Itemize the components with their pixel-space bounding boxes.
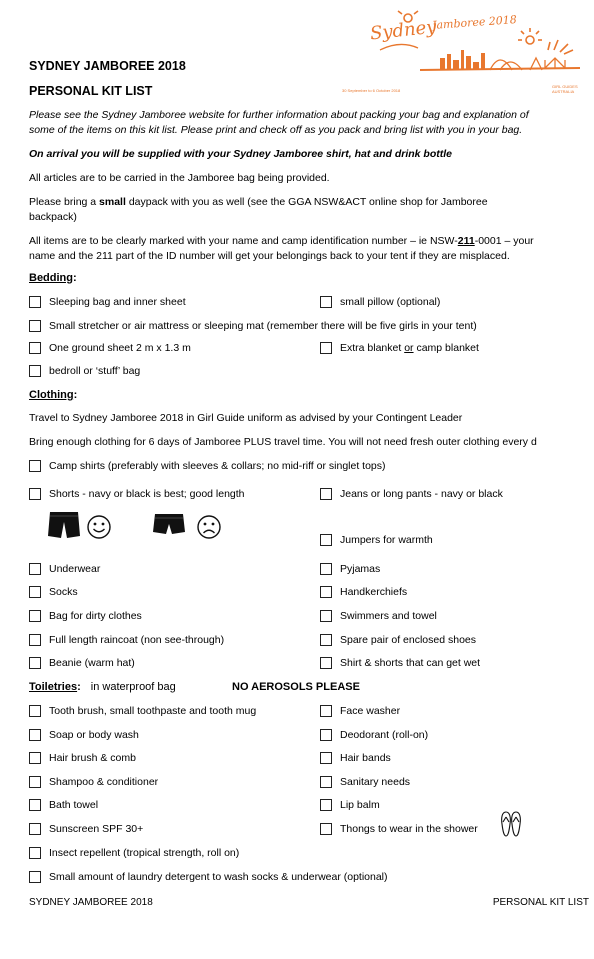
checklist-item-beanie[interactable] <box>29 657 135 669</box>
marked-text-id: 211 <box>457 235 475 247</box>
item-label: Soap or body wash <box>49 729 139 741</box>
checklist-item-sunscreen[interactable] <box>29 823 143 835</box>
item-label: Sunscreen SPF 30+ <box>49 823 144 835</box>
thongs-icon <box>500 810 524 838</box>
item-label: Swimmers and towel <box>340 610 437 622</box>
checklist-item-tooth[interactable] <box>29 705 256 717</box>
item-label: Small amount of laundry detergent to wash socks & underwear (optional) <box>49 871 388 883</box>
item-label: Bag for dirty clothes <box>49 610 142 622</box>
checklist-item-raincoat[interactable] <box>29 634 224 646</box>
checklist-item-soap[interactable] <box>29 729 139 741</box>
checkbox[interactable] <box>29 871 41 883</box>
checkbox[interactable] <box>29 799 41 811</box>
checkbox[interactable] <box>320 534 332 546</box>
item-label: Tooth brush, small toothpaste and tooth mug <box>49 705 257 717</box>
checklist-item-shampoo[interactable] <box>29 776 158 788</box>
checkbox[interactable] <box>320 776 332 788</box>
checklist-item-bedroll[interactable] <box>29 365 140 377</box>
item-label: One ground sheet 2 m x 1.3 m <box>49 342 191 354</box>
checklist-item-thongs[interactable] <box>320 823 478 835</box>
item-label: Shampoo & conditioner <box>49 776 159 788</box>
checklist-item-underwear[interactable] <box>29 563 100 575</box>
item-label-rest: camp blanket <box>413 342 479 354</box>
checklist-item-jumpers[interactable] <box>320 534 433 546</box>
smiley-happy-icon <box>86 514 112 540</box>
checkbox[interactable] <box>320 610 332 622</box>
checklist-item-sleeping-bag[interactable] <box>29 296 186 308</box>
checklist-item-stretcher[interactable] <box>29 320 477 332</box>
item-label: Sanitary needs <box>340 776 411 788</box>
checklist-item-spare-shoes[interactable] <box>320 634 476 646</box>
checklist-item-deodorant[interactable] <box>320 729 428 741</box>
checklist-item-jeans[interactable] <box>320 488 503 500</box>
checkbox[interactable] <box>29 365 41 377</box>
toiletries-heading <box>29 681 176 693</box>
checkbox[interactable] <box>29 752 41 764</box>
item-label: Sleeping bag and inner sheet <box>49 296 186 308</box>
daypack-note-2: backpack) <box>29 211 77 223</box>
checkbox[interactable] <box>29 776 41 788</box>
checklist-item-hair-brush[interactable] <box>29 752 136 764</box>
shorts-icon <box>152 512 186 538</box>
checkbox[interactable] <box>320 657 332 669</box>
checkbox[interactable] <box>320 705 332 717</box>
item-label: Underwear <box>49 563 101 575</box>
smiley-sad-icon <box>196 514 222 540</box>
daypack-text-a: Please bring a <box>29 196 100 208</box>
clothing-heading <box>29 389 77 401</box>
item-label: Spare pair of enclosed shoes <box>340 634 477 646</box>
checkbox[interactable] <box>29 823 41 835</box>
no-aerosols-note: NO AEROSOLS PLEASE <box>232 681 360 693</box>
clothing-heading-colon: : <box>73 389 78 401</box>
item-label: bedroll or ‘stuff’ bag <box>49 365 141 377</box>
checklist-item-bag-dirty[interactable] <box>29 610 142 622</box>
checkbox[interactable] <box>29 460 41 472</box>
logo-dates: 30 September to 6 October 2018 <box>342 88 401 93</box>
arrival-note: On arrival you will be supplied with your Sydney Jamboree shirt, hat and drink bottle <box>29 148 452 160</box>
checklist-item-socks[interactable] <box>29 586 78 598</box>
checklist-item-bath-towel[interactable] <box>29 799 98 811</box>
checklist-item-lip-balm[interactable] <box>320 799 380 811</box>
checklist-item-pyjamas[interactable] <box>320 563 380 575</box>
travel-note: Travel to Sydney Jamboree 2018 in Girl Guide uniform as advised by your Contingent Leader <box>29 412 463 424</box>
checklist-item-hair-bands[interactable] <box>320 752 391 764</box>
page-subtitle: PERSONAL KIT LIST <box>29 84 153 98</box>
item-label: Pyjamas <box>340 563 381 575</box>
daypack-text-c: daypack with you as well (see the GGA NSW&ACT online shop for Jamboree <box>125 196 488 208</box>
checkbox[interactable] <box>320 563 332 575</box>
intro-line-1: Please see the Sydney Jamboree website for further information about packing your bag and explanation of <box>29 109 529 121</box>
bedding-heading <box>29 272 77 284</box>
clothing-heading-text: Clothing <box>29 389 74 401</box>
marked-text-c: -0001 – your <box>474 235 534 247</box>
checklist-item-small-pillow[interactable] <box>320 296 440 308</box>
checkbox[interactable] <box>320 342 332 354</box>
item-label: Camp shirts (preferably with sleeves & collars; no mid-riff or singlet tops) <box>49 460 386 472</box>
checkbox[interactable] <box>320 823 332 835</box>
checklist-item-sanitary[interactable] <box>320 776 410 788</box>
shorts-icon <box>46 510 82 540</box>
checkbox[interactable] <box>29 634 41 646</box>
item-label: Shirt & shorts that can get wet <box>340 657 481 669</box>
checklist-item-ground-sheet[interactable] <box>29 342 191 354</box>
checkbox[interactable] <box>29 729 41 741</box>
checkbox[interactable] <box>29 586 41 598</box>
checkbox[interactable] <box>320 296 332 308</box>
toiletries-heading-colon: : <box>77 681 81 693</box>
enough-note: Bring enough clothing for 6 days of Jamboree PLUS travel time. You will not need fresh outer clothing every d <box>29 436 537 448</box>
checkbox[interactable] <box>29 610 41 622</box>
item-label: Shorts - navy or black is best; good length <box>49 488 245 500</box>
marked-note-2: name and the 211 part of the ID number will get your belongings back to your tent if they are misplaced. <box>29 250 510 262</box>
item-label: Hair brush & comb <box>49 752 136 764</box>
bedding-heading-colon: : <box>73 272 77 284</box>
item-label: Beanie (warm hat) <box>49 657 135 669</box>
checkbox[interactable] <box>29 657 41 669</box>
checkbox[interactable] <box>320 729 332 741</box>
checklist-item-shirt-shorts-wet[interactable] <box>320 657 480 669</box>
checkbox[interactable] <box>29 488 41 500</box>
item-label: Jumpers for warmth <box>340 534 433 546</box>
logo-sydney-text: Sydney <box>369 16 438 45</box>
checkbox[interactable] <box>320 799 332 811</box>
toiletries-heading-text: Toiletries <box>29 681 78 693</box>
checkbox[interactable] <box>29 563 41 575</box>
item-label-or: or <box>404 342 414 354</box>
item-label: Full length raincoat (non see-through) <box>49 634 225 646</box>
item-label: Thongs to wear in the shower <box>340 823 478 835</box>
item-label: Bath towel <box>49 799 99 811</box>
checklist-item-handkerchiefs[interactable] <box>320 586 407 598</box>
item-label: Lip balm <box>340 799 380 811</box>
item-label: Insect repellent (tropical strength, roll on) <box>49 847 240 859</box>
checklist-item-shorts[interactable] <box>29 488 245 500</box>
checkbox[interactable] <box>29 705 41 717</box>
page-title: SYDNEY JAMBOREE 2018 <box>29 59 186 73</box>
logo-org: GIRL GUIDES AUSTRALIA <box>552 84 578 94</box>
carried-note: All articles are to be carried in the Jamboree bag being provided. <box>29 172 330 184</box>
intro-line-2: some of the items on this kit list. Please print and check off as you pack and bring list with you in your bag. <box>29 124 523 136</box>
item-label: Jeans or long pants - navy or black <box>340 488 503 500</box>
item-label: small pillow (optional) <box>340 296 441 308</box>
item-label: Socks <box>49 586 78 598</box>
jamboree-logo <box>340 10 585 100</box>
checkbox[interactable] <box>29 847 41 859</box>
item-label: Small stretcher or air mattress or sleeping mat (remember there will be five girls in your tent) <box>49 320 477 332</box>
logo-jamboree-text: Jamboree 2018 <box>431 13 518 32</box>
item-label: Hair bands <box>340 752 391 764</box>
footer-left: SYDNEY JAMBOREE 2018 <box>29 897 153 908</box>
checklist-item-insect[interactable] <box>29 847 239 859</box>
toiletries-note: in waterproof bag <box>90 681 176 693</box>
item-label: Deodorant (roll-on) <box>340 729 429 741</box>
footer-right: PERSONAL KIT LIST <box>492 897 589 908</box>
checkbox[interactable] <box>29 296 41 308</box>
checklist-item-laundry[interactable] <box>29 871 388 883</box>
checkbox[interactable] <box>320 752 332 764</box>
checkbox[interactable] <box>320 586 332 598</box>
checklist-item-face-washer[interactable] <box>320 705 400 717</box>
checklist-item-extra-blanket[interactable] <box>320 342 479 354</box>
daypack-note <box>29 195 488 210</box>
checkbox[interactable] <box>320 488 332 500</box>
checkbox[interactable] <box>29 320 41 332</box>
item-label: Extra blanket <box>340 342 405 354</box>
daypack-text-small: small <box>99 196 126 208</box>
checklist-item-swimmers[interactable] <box>320 610 437 622</box>
item-label: Handkerchiefs <box>340 586 408 598</box>
item-label: Face washer <box>340 705 401 717</box>
checkbox[interactable] <box>320 634 332 646</box>
marked-note <box>29 234 534 249</box>
marked-text-a: All items are to be clearly marked with your name and camp identification number – ie NSW- <box>29 235 458 247</box>
bedding-heading-text: Bedding <box>29 272 73 284</box>
checklist-item-camp-shirts[interactable] <box>29 460 386 472</box>
checkbox[interactable] <box>29 342 41 354</box>
